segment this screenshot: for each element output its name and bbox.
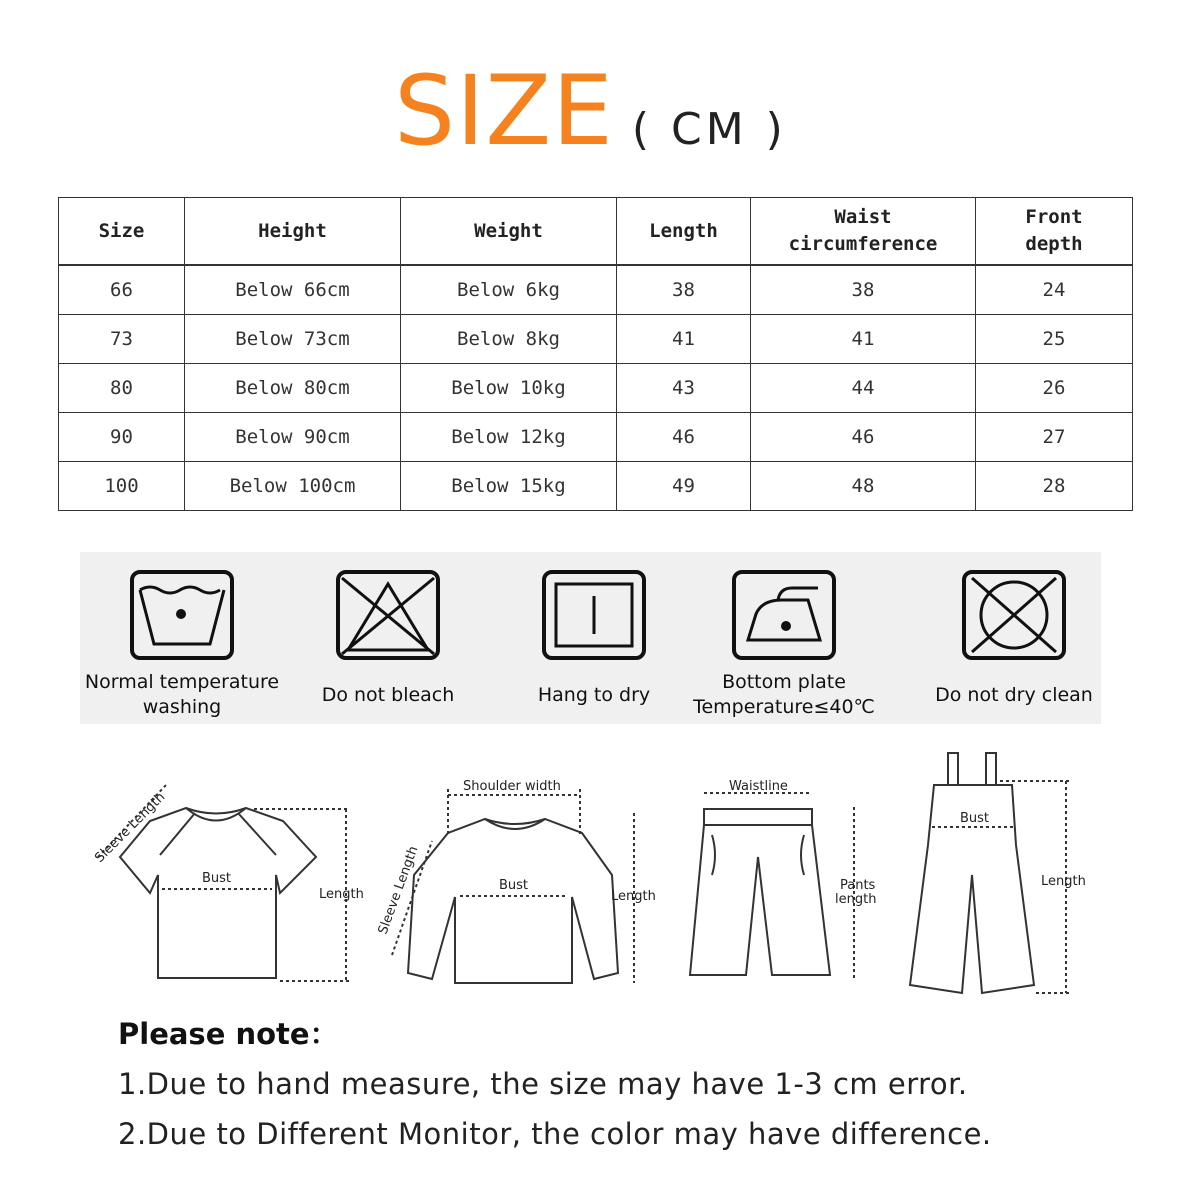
cell-waist: 44 (751, 364, 976, 413)
cell-height: Below 90cm (185, 413, 401, 462)
cell-front-depth: 24 (976, 265, 1133, 315)
note-line-2: 2.Due to Different Monitor, the color may have difference. (118, 1117, 992, 1151)
care-label-dry-clean: Do not dry clean (935, 684, 1093, 706)
longsleeve-bust-label: Bust (499, 878, 529, 893)
header-front-depth: Front depth (976, 198, 1133, 266)
care-label-hang: Hang to dry (537, 684, 651, 706)
overalls-length-label: Length (1041, 874, 1086, 889)
care-item-bleach (321, 552, 455, 706)
measurement-diagrams (0, 745, 1181, 1005)
pants-diagram (690, 793, 854, 981)
notes-title: Please note： (118, 1017, 339, 1051)
cell-weight: Below 15kg (401, 462, 617, 511)
wash-basin-icon (130, 570, 234, 662)
care-label-wash: Normal temperature washing (84, 671, 280, 718)
cell-size: 90 (59, 413, 185, 462)
cell-weight: Below 6kg (401, 265, 617, 315)
pants-length-label-1: Pants (840, 878, 876, 893)
diagrams-svg (0, 745, 1181, 1005)
care-item-wash (84, 552, 280, 718)
cell-waist: 41 (751, 315, 976, 364)
no-dry-clean-icon (962, 570, 1066, 662)
tshirt-sleeve-label: Sleeve Length (92, 789, 169, 866)
cell-height: Below 66cm (185, 265, 401, 315)
cell-length: 49 (617, 462, 751, 511)
cell-weight: Below 10kg (401, 364, 617, 413)
header-weight: Weight (401, 198, 617, 266)
cell-front-depth: 26 (976, 364, 1133, 413)
cell-waist: 38 (751, 265, 976, 315)
table-row (59, 462, 1133, 511)
cell-length: 38 (617, 265, 751, 315)
longsleeve-length-label: Length (611, 889, 656, 904)
longsleeve-shoulder-label: Shoulder width (463, 779, 561, 794)
overalls-bust-label: Bust (960, 811, 990, 826)
care-label-bleach: Do not bleach (321, 684, 455, 706)
cell-size: 73 (59, 315, 185, 364)
cell-front-depth: 25 (976, 315, 1133, 364)
cell-height: Below 80cm (185, 364, 401, 413)
overalls-diagram (910, 753, 1070, 993)
care-label-iron: Bottom plate Temperature≤40℃ (693, 671, 875, 718)
table-header-row (59, 198, 1133, 266)
title-size: SIZE (394, 55, 614, 167)
cell-weight: Below 12kg (401, 413, 617, 462)
table-row (59, 265, 1133, 315)
cell-height: Below 100cm (185, 462, 401, 511)
header-size: Size (59, 198, 185, 266)
cell-size: 66 (59, 265, 185, 315)
header-length: Length (617, 198, 751, 266)
tshirt-length-label: Length (319, 887, 364, 902)
size-table (58, 197, 1133, 511)
care-instructions (80, 552, 1101, 724)
iron-icon (732, 570, 836, 662)
table-row (59, 315, 1133, 364)
header-waist: Waist circumference (751, 198, 976, 266)
cell-waist: 48 (751, 462, 976, 511)
cell-length: 46 (617, 413, 751, 462)
cell-length: 43 (617, 364, 751, 413)
cell-size: 100 (59, 462, 185, 511)
cell-front-depth: 28 (976, 462, 1133, 511)
tshirt-bust-label: Bust (202, 871, 232, 886)
pants-waist-label: Waistline (729, 779, 788, 794)
longsleeve-sleeve-label: Sleeve Length (375, 844, 422, 937)
cell-height: Below 73cm (185, 315, 401, 364)
table-row (59, 413, 1133, 462)
cell-weight: Below 8kg (401, 315, 617, 364)
cell-size: 80 (59, 364, 185, 413)
cell-waist: 46 (751, 413, 976, 462)
care-item-hang (537, 552, 651, 706)
table-row (59, 364, 1133, 413)
notes-section (118, 1012, 992, 1167)
care-item-iron (693, 552, 875, 718)
note-line-1: 1.Due to hand measure, the size may have 1-3 cm error. (118, 1067, 968, 1101)
care-item-dry-clean (935, 552, 1093, 706)
page-title (0, 55, 1181, 167)
cell-length: 41 (617, 315, 751, 364)
header-height: Height (185, 198, 401, 266)
cell-front-depth: 27 (976, 413, 1133, 462)
hang-dry-icon (542, 570, 646, 662)
no-bleach-icon (336, 570, 440, 662)
title-unit: ( CM ) (631, 104, 787, 155)
pants-length-label-2: length (835, 892, 877, 907)
